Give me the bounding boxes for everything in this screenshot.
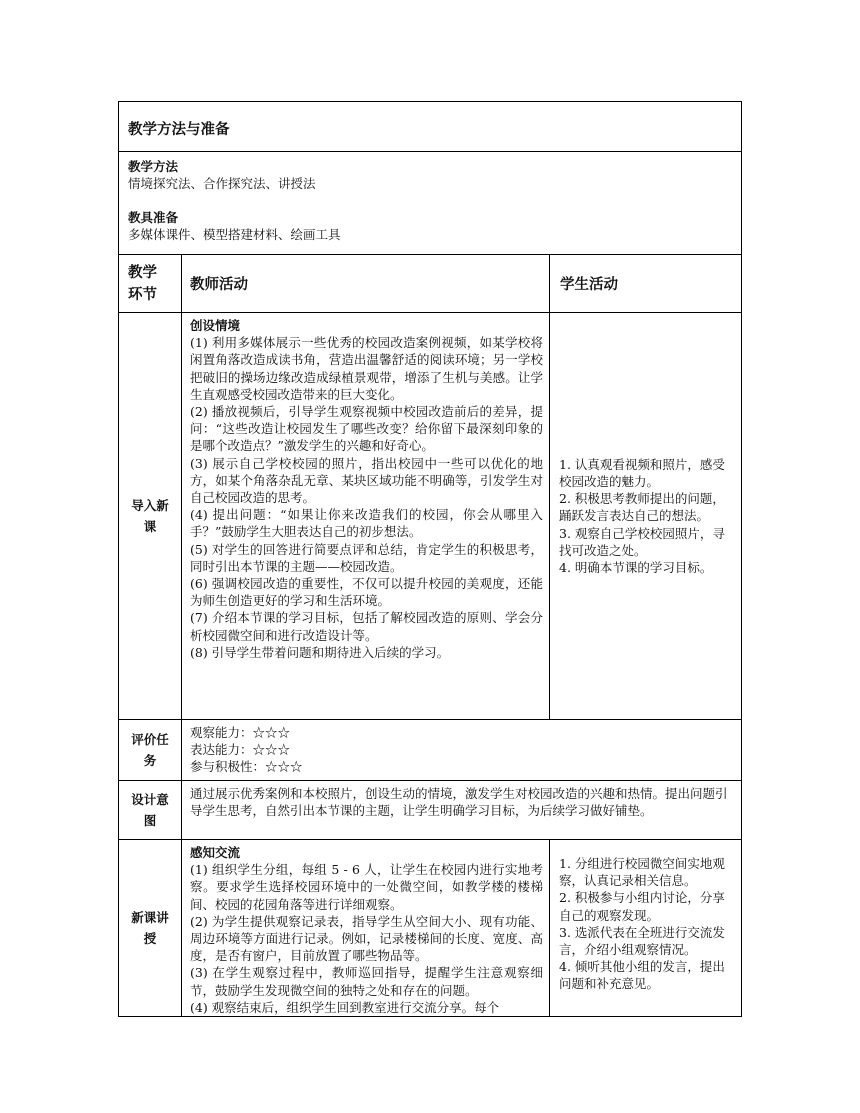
- list-item: (1) 组织学生分组，每组 5 - 6 人，让学生在校园内进行实地考察。要求学生选择校园环境中的一处微空间，如教学楼的楼梯间、校园的花园角落等进行详细观察。: [190, 862, 543, 912]
- stage-design-line1: 设计意: [131, 792, 169, 807]
- stage-newlesson-line2: 授: [143, 931, 157, 947]
- stage-evaluation-line1: 评价任: [131, 732, 169, 747]
- list-item: (8) 引导学生带着问题和期待进入后续的学习。: [190, 644, 450, 660]
- list-item: (7) 介绍本节课的学习目标，包括了解校园改造的原则、学会分析校园微空间和进行改造设计等。: [190, 610, 543, 643]
- header-stage-line1: 教学: [128, 264, 157, 281]
- design-intent-text: 通过展示优秀案例和本校照片，创设生动的情境，激发学生对校园改造的兴趣和热情。提出问题引导学生思考，自然引出本节课的主题，让学生明确学习目标，为后续学习做好铺垫。: [190, 786, 728, 819]
- list-item: 1. 分组进行校园微空间实地观察，认真记录相关信息。: [559, 856, 725, 889]
- header-student: 学生活动: [550, 255, 742, 313]
- list-item: (2) 播放视频后，引导学生观察视频中校园改造前后的差异，提问：“这些改造让校园发生了哪些改变？给你留下最深刻印象的是哪个改造点？”激发学生的兴趣和好奇心。: [190, 404, 543, 454]
- table-row-newlesson: [119, 840, 742, 1017]
- list-item: 表达能力：☆☆☆: [190, 742, 291, 758]
- table-row-evaluation: [119, 720, 742, 781]
- prep-label: 教具准备: [128, 210, 179, 225]
- list-item: (4) 提出问题：“如果让你来改造我们的校园，你会从哪里入手？”鼓励学生大胆表达自己的初步想法。: [190, 507, 543, 540]
- design-intent: [182, 781, 742, 840]
- list-item: (6) 强调校园改造的重要性，不仅可以提升校园的美观度，还能为师生创造更好的学习和生活环境。: [190, 576, 543, 609]
- list-item: 观察能力：☆☆☆: [190, 725, 291, 740]
- intro-teacher-title: 创设情境: [190, 318, 241, 333]
- header-teacher: 教师活动: [182, 255, 550, 313]
- newlesson-student-activity: [550, 840, 742, 1017]
- header-stage: [119, 255, 182, 313]
- list-item: 3. 选派代表在全班进行交流发言，介绍小组观察情况。: [559, 924, 725, 958]
- list-item: (5) 对学生的回答进行简要点评和总结，肯定学生的积极思考，同时引出本节课的主题——校园改造。: [190, 541, 543, 574]
- lesson-plan-table: [118, 101, 742, 1017]
- table-row-intro: [119, 313, 742, 720]
- list-item: (1) 利用多媒体展示一些优秀的校园改造案例视频，如某学校将闲置角落改造成读书角，营造出温馨舒适的阅读环境；另一学校把破旧的操场边缘改造成绿植景观带，增添了生机与美感。让学生直观感受校园改造带来的巨大变化。: [190, 335, 543, 402]
- methods-block: [119, 152, 742, 255]
- list-item: 3. 观察自己学校校园照片，寻找可改造之处。: [559, 525, 725, 558]
- list-item: 2. 积极思考教师提出的问题，踊跃发言表达自己的想法。: [559, 491, 725, 524]
- stage-design: [119, 781, 182, 840]
- evaluation-criteria: [182, 720, 742, 781]
- list-item: (3) 在学生观察过程中，教师巡回指导，提醒学生注意观察细节，鼓励学生发现微空间的独特之处和存在的问题。: [190, 965, 543, 998]
- list-item: 2. 积极参与小组内讨论，分享自己的观察发现。: [559, 890, 725, 923]
- method-value: 情境探究法、合作探究法、讲授法: [128, 176, 316, 191]
- lesson-plan-page: [118, 101, 741, 1017]
- stage-design-line2: 图: [143, 813, 157, 828]
- table-header-row: [119, 255, 742, 313]
- list-item: (2) 为学生提供观察记录表，指导学生从空间大小、现有功能、周边环境等方面进行记录。例如，记录楼梯间的长度、宽度、高度，是否有窗户，目前放置了哪些物品等。: [190, 913, 543, 964]
- stage-intro-line1: 导入新: [131, 498, 169, 513]
- prep-value: 多媒体课件、模型搭建材料、绘画工具: [128, 227, 341, 242]
- stage-intro-line2: 课: [143, 519, 157, 534]
- table-row-design: [119, 781, 742, 840]
- stage-newlesson-line1: 新课讲: [131, 910, 169, 926]
- stage-evaluation-line2: 务: [143, 753, 157, 768]
- list-item: 4. 明确本节课的学习目标。: [559, 560, 713, 575]
- newlesson-teacher-title: 感知交流: [190, 845, 241, 860]
- list-item: 参与积极性：☆☆☆: [190, 759, 303, 775]
- header-stage-line2: 环节: [128, 286, 157, 303]
- section-title: 教学方法与准备: [119, 102, 742, 152]
- intro-student-activity: [550, 313, 742, 720]
- stage-evaluation: [119, 720, 182, 781]
- intro-teacher-activity: [182, 313, 550, 720]
- list-item: 1. 认真观看视频和照片，感受校园改造的魅力。: [559, 456, 725, 489]
- stage-intro: [119, 313, 182, 720]
- newlesson-teacher-activity: [182, 840, 550, 1017]
- list-item: (3) 展示自己学校校园的照片，指出校园中一些可以优化的地方，如某个角落杂乱无章、某块区域功能不明确等，引发学生对自己校园改造的思考。: [190, 455, 543, 506]
- method-label: 教学方法: [128, 159, 179, 174]
- list-item: 4. 倾听其他小组的发言，提出问题和补充意见。: [559, 959, 725, 992]
- list-item: (4) 观察结束后，组织学生回到教室进行交流分享。每个: [190, 999, 500, 1015]
- stage-newlesson: [119, 840, 182, 1017]
